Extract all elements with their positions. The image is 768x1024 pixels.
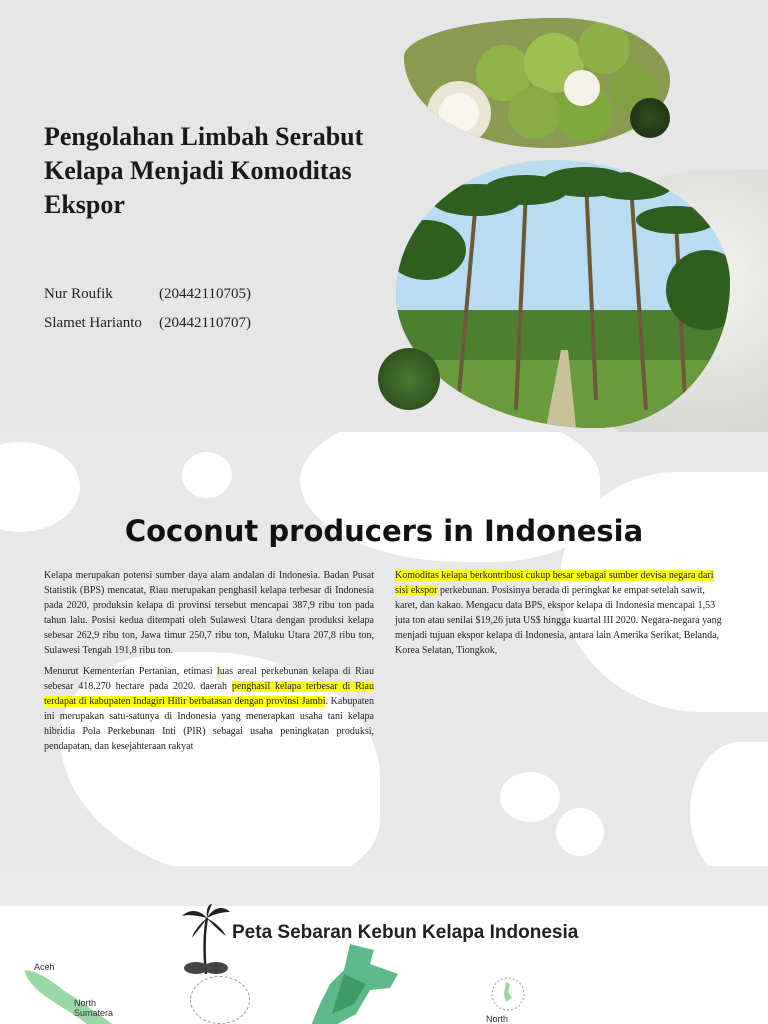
- slide-title: Coconut producers in Indonesia: [124, 514, 644, 548]
- background-blob: [500, 772, 560, 822]
- coconut-fruits-photo: [404, 18, 670, 148]
- region-label-north-sumatera: North: [74, 998, 97, 1008]
- decorative-circle-photo: [630, 98, 670, 138]
- coconut-fruits-illustration: [404, 18, 670, 148]
- coconut-plantation-photo: [396, 160, 730, 428]
- palm-trees-illustration: [396, 160, 730, 428]
- paragraph: Kelapa merupakan potensi sumber daya alam andalan di Indonesia. Badan Pusat Statistik (BPS) mencatat, Riau merupakan penghasil kelapa terbesar di Indonesia pada 2020, produksin kelapa di provinsi tersebut mencapai 387,9 ribu ton pada tahun lalu. Posisi kedua ditempati oleh Sulawesi Utara dengan produksi kelapa sebesar 262,9 ribu ton, Jawa timur 250,7 ribu ton, Maluku Utara 207,8 ribu ton, Sulawesi Tengah 191,8 ribu ton.: [44, 570, 374, 656]
- coconut-producers-slide: [0, 432, 768, 866]
- author-id: (20442110707): [159, 315, 251, 331]
- palm-tree-icon: [180, 904, 232, 976]
- text-run: . Kabupaten ini merupakan satu-satunya di Indonesia yang menerapkan usaha tani kelapa hibridia Pola Perkebunan Inti (PIR) sebagai usaha peningkatan produksi, pendapatan, dan kesejahteraan rakyat: [44, 696, 374, 752]
- background-blob: [556, 808, 604, 856]
- right-column-text: [395, 568, 723, 664]
- author-name: Nur Roufik: [44, 286, 113, 302]
- paragraph: [395, 568, 723, 658]
- presentation-title: Pengolahan Limbah Serabut Kelapa Menjadi Komoditas Ekspor: [44, 122, 364, 219]
- highlighted-text: Komoditas kelapa berkontribusi cukup besar sebagai sumber devisa negara dari sisi ekspor: [395, 570, 714, 596]
- text-run: Menurut Kementerian Pertanian, etimasi: [44, 666, 217, 677]
- author-id: (20442110705): [159, 286, 251, 302]
- highlighted-text: penghasil kelapa terbesar di Riau terdapat di kabupaten Indagiri Hilir berbatasan dengan provinsi Jambi: [44, 681, 374, 707]
- paragraph: [44, 664, 374, 754]
- map-title: Peta Sebaran Kebun Kelapa Indonesia: [232, 922, 579, 943]
- region-label-aceh: Aceh: [34, 962, 55, 972]
- decorative-circle-photo: [378, 348, 440, 410]
- region-label-north: North: [486, 1014, 509, 1024]
- map-region-outline: [190, 976, 250, 1024]
- background-blob: [182, 452, 232, 498]
- kalimantan-map-region: [310, 944, 406, 1024]
- left-column-text: [44, 568, 374, 760]
- text-run: uas areal perkebunan kelapa di Riau sebesar 418.270 hectare pada 2020. daerah: [44, 666, 374, 692]
- background-blob: [690, 742, 768, 866]
- title-slide: [0, 0, 768, 432]
- highlighted-text: l: [216, 666, 220, 677]
- author-row: [44, 286, 251, 303]
- region-label-north-sumatera: Sumatera: [74, 1008, 114, 1018]
- author-name: Slamet Harianto: [44, 315, 142, 331]
- author-row: [44, 315, 251, 332]
- text-run: perkebunan. Posisinya berada di peringkat ke empat setelah sawit, karet, dan kakao. Mengacu data BPS, ekspor kelapa di Indonesia mencapai 1,53 juta ton atau senilai $19,26 juta US$ hingga kuartal III 2020. Negara-negara yang menjadi tujuan ekspor kelapa di Indonesia, antara lain Amerika Serikat, Belanda, Korea Selatan, Tiongkok,: [395, 585, 722, 656]
- coconut-map-slide: [0, 866, 768, 1024]
